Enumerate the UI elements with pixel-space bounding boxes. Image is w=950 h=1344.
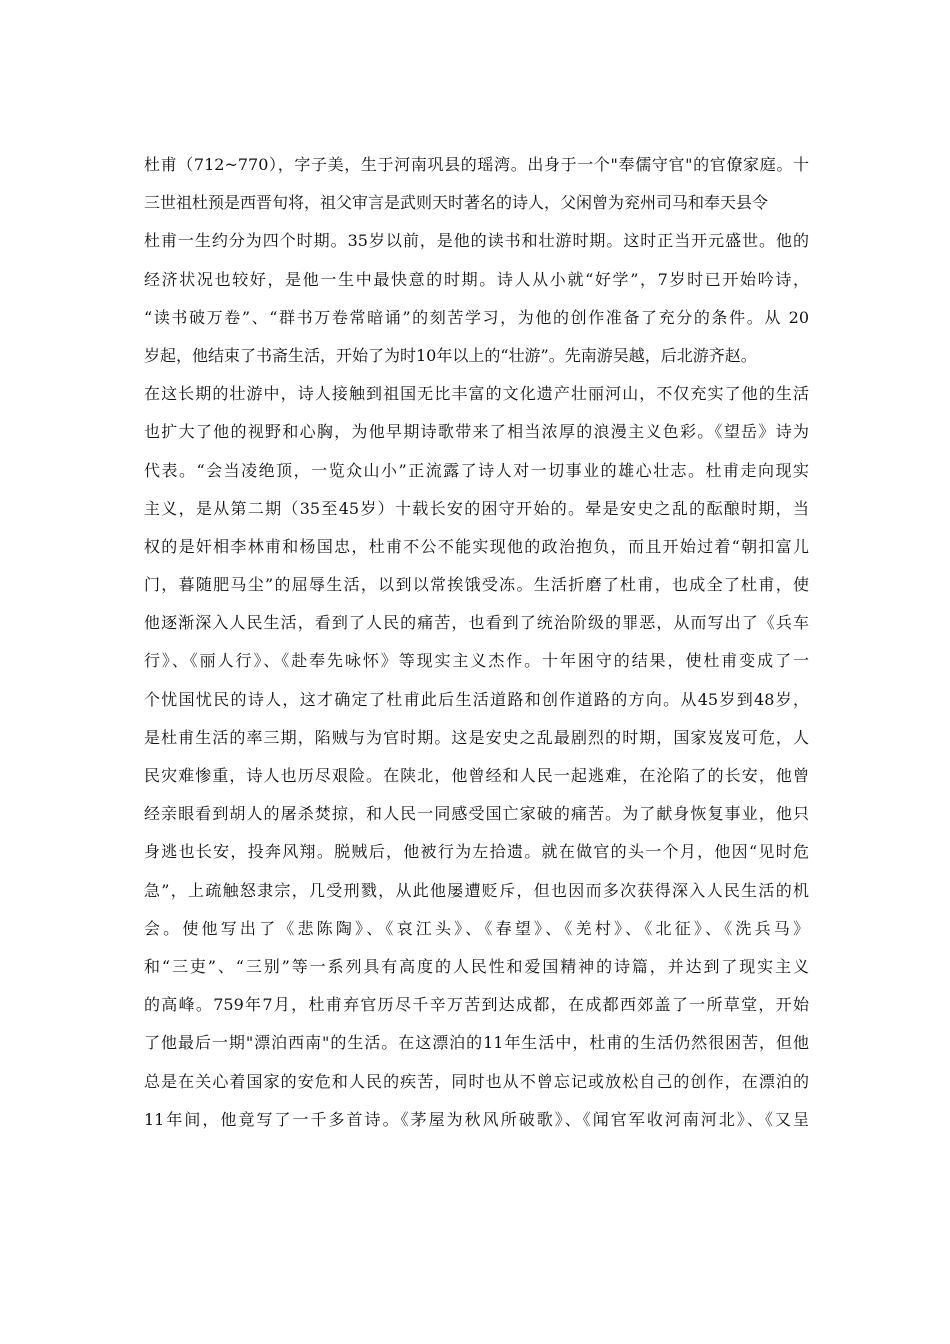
text-line: “读书破万卷”、“群书万卷常暗诵”的刻苦学习，为他的创作准备了充分的条件。从 20 xyxy=(144,307,809,327)
text-line: 岁起，他结束了书斋生活，开始了为时10年以上的“壮游”。先南游吴越，后北游齐赵。 xyxy=(144,345,757,365)
text-line: 门，暮随肥马尘”的屈辱生活，以到以常挨饿受冻。生活折磨了杜甫，也成全了杜甫，使 xyxy=(144,575,809,595)
text-line: 11年间，他竟写了一千多首诗。《茅屋为秋风所破歌》、《闻官军收河南河北》、《又呈 xyxy=(144,1109,809,1129)
text-line: 了他最后一期"漂泊西南"的生活。在这漂泊的11年生活中，杜甫的生活仍然很困苦，但他 xyxy=(144,1033,809,1053)
text-line: 他逐渐深入人民生活，看到了人民的痛苦，也看到了统治阶级的罪恶，从而写出了《兵车 xyxy=(144,613,809,633)
text-line: 也扩大了他的视野和心胸，为他早期诗歌带来了相当浓厚的浪漫主义色彩。《望岳》诗为 xyxy=(144,422,809,442)
text-line: 民灾难惨重，诗人也历尽艰险。在陕北，他曾经和人民一起逃难，在沦陷了的长安，他曾 xyxy=(144,766,809,785)
text-line: 是杜甫生活的率三期，陷贼与为官时期。这是安史之乱最剧烈的时期，国家岌岌可危，人 xyxy=(144,727,809,747)
text-line: 的高峰。759年7月，杜甫弃官历尽千辛万苦到达成都，在成都西郊盖了一所草堂，开始 xyxy=(144,995,809,1015)
text-line: 行》、《丽人行》、《赴奉先咏怀》等现实主义杰作。十年困守的结果，使杜甫变成了一 xyxy=(144,651,809,671)
text-line: 主义，是从第二期（35至45岁）十载长安的困守开始的。晕是安史之乱的酝酿时期，当 xyxy=(144,498,809,518)
body-text xyxy=(144,146,809,1139)
text-line: 经济状况也较好，是他一生中最快意的时期。诗人从小就“好学”，7岁时已开始吟诗， xyxy=(144,269,809,289)
text-line: 急”，上疏触怒隶宗，几受刑戮，从此他屡遭贬斥，但也因而多次获得深入人民生活的机 xyxy=(144,880,809,900)
text-line: 在这长期的壮游中，诗人接触到祖国无比丰富的文化遗产壮丽河山，不仅充实了他的生活 xyxy=(144,384,809,404)
text-line: 三世祖杜预是西晋旬将，祖父审言是武则天时著名的诗人，父闲曾为兖州司马和奉天县令 xyxy=(144,193,769,213)
text-line: 杜甫一生约分为四个时期。35岁以前，是他的读书和壮游时期。这时正当开元盛世。他的 xyxy=(144,231,809,251)
text-line: 代表。“会当凌绝顶，一览众山小”正流露了诗人对一切事业的雄心壮志。杜甫走向现实 xyxy=(144,460,809,480)
text-line: 杜甫（712~770），字子美，生于河南巩县的瑶湾。出身于一个"奉儒守官"的官僚家庭。十 xyxy=(144,155,809,174)
text-line: 经亲眼看到胡人的屠杀焚掠，和人民一同感受国亡家破的痛苦。为了献身恢复事业，他只 xyxy=(144,804,809,824)
text-line: 身逃也长安，投奔风翔。脱贼后，他被行为左拾遗。就在做官的头一个月，他因“见时危 xyxy=(144,842,809,862)
text-line: 总是在关心着国家的安危和人民的疾苦，同时也从不曾忘记或放松自己的创作，在漂泊的 xyxy=(144,1071,809,1091)
text-line: 权的是奸相李林甫和杨国忠，杜甫不公不能实现他的政治抱负，而且开始过着“朝扣富儿 xyxy=(144,536,809,556)
text-line: 个忧国忧民的诗人，这才确定了杜甫此后生活道路和创作道路的方向。从45岁到48岁， xyxy=(144,689,809,709)
text-line: 会。使他写出了《悲陈陶》、《哀江头》、《春望》、《羌村》、《北征》、《洗兵马》 xyxy=(144,918,809,938)
text-line: 和“三吏”、“三别”等一系列具有高度的人民性和爱国精神的诗篇，并达到了现实主义 xyxy=(144,956,809,976)
